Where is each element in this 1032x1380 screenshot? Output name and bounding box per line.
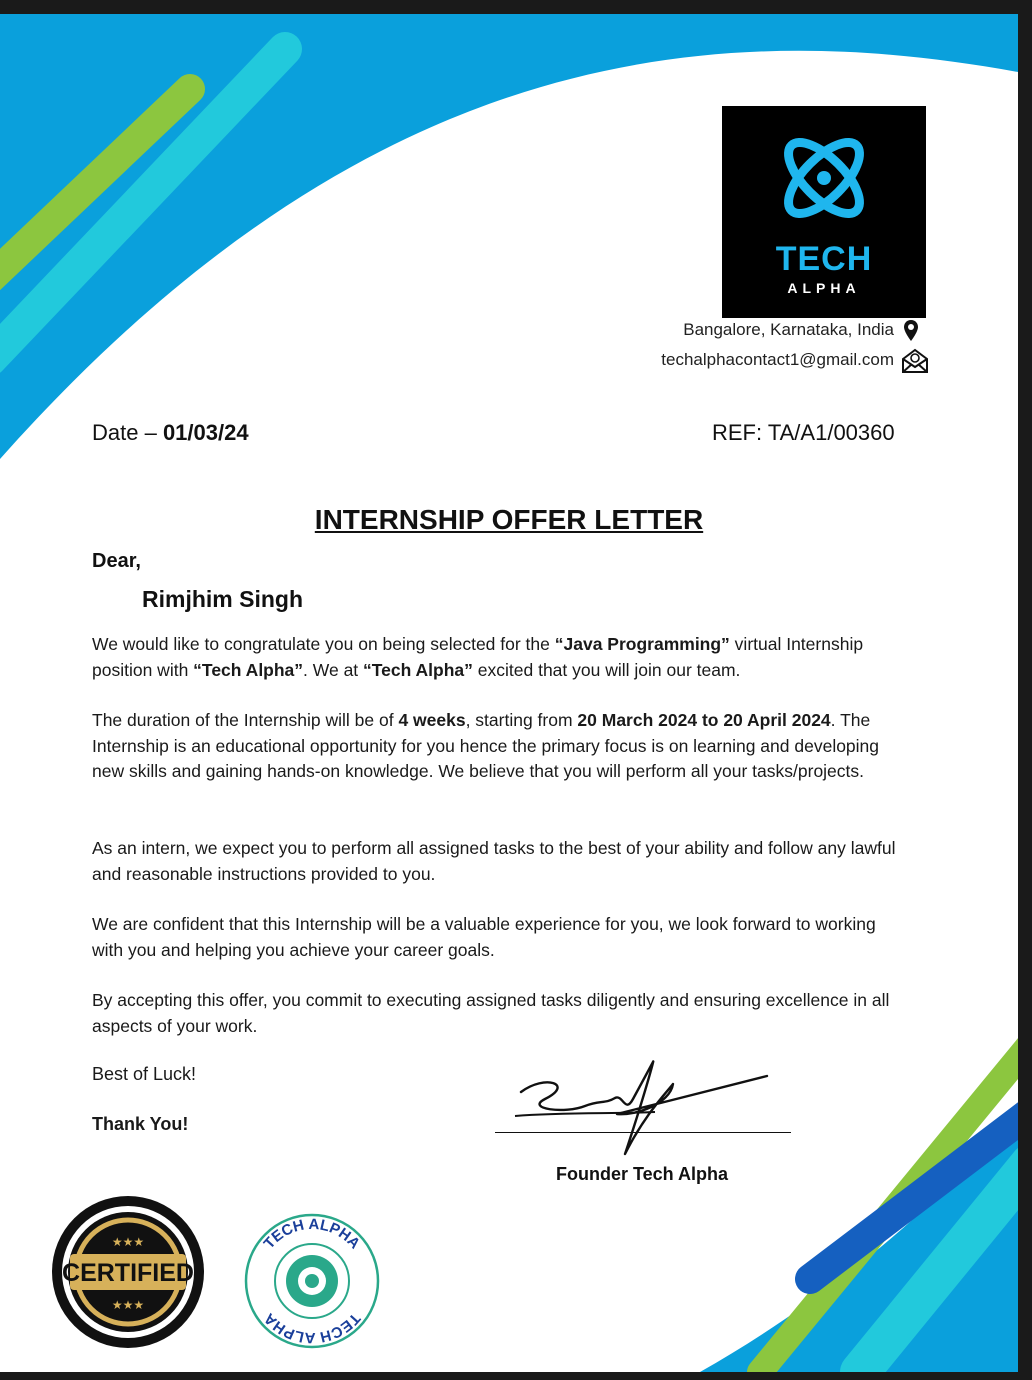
- p1-program: “Java Programming”: [554, 634, 730, 654]
- reference-number: REF: TA/A1/00360: [712, 420, 895, 445]
- salutation: Dear,: [92, 550, 141, 572]
- certified-label: CERTIFIED: [62, 1259, 194, 1287]
- p2-text: The duration of the Internship will be of: [92, 710, 399, 730]
- atom-icon: [722, 106, 926, 236]
- signature-image: [505, 1054, 775, 1164]
- p1-company: “Tech Alpha”: [193, 659, 304, 680]
- paragraph-congratulation: [92, 632, 902, 683]
- date-line: [92, 420, 249, 446]
- signature-line: [495, 1132, 791, 1133]
- p2-duration: 4 weeks: [398, 710, 466, 730]
- mail-icon: [901, 348, 929, 374]
- p2-dates: 20 March 2024 to 20 April 2024: [577, 710, 831, 730]
- p1-text: We would like to congratulate you on being selected for the: [92, 634, 555, 654]
- closing-thank-you: Thank You!: [92, 1114, 189, 1134]
- offer-letter-page: [0, 14, 1018, 1372]
- p1-company: “Tech Alpha”: [363, 659, 473, 680]
- company-address: Bangalore, Karnataka, India: [683, 320, 894, 339]
- paragraph-duration: [92, 708, 902, 785]
- p1-text: virtual Internship position with: [92, 634, 864, 680]
- stamp-top-text: TECH ALPHA: [260, 1215, 364, 1253]
- company-logo: [722, 106, 926, 318]
- date-label: Date –: [92, 420, 163, 445]
- svg-text:★★★: ★★★: [111, 1235, 145, 1249]
- logo-name: TECH: [775, 240, 873, 278]
- svg-text:★★★: ★★★: [111, 1298, 145, 1312]
- location-pin-icon: [903, 319, 919, 343]
- company-stamp: [242, 1211, 382, 1351]
- date-value: 01/03/24: [162, 420, 249, 445]
- signature-title: Founder Tech Alpha: [556, 1164, 729, 1184]
- stamp-bottom-text: TECH ALPHA: [260, 1309, 364, 1347]
- certified-seal: [40, 1194, 216, 1350]
- company-email: techalphacontact1@gmail.com: [661, 350, 894, 369]
- paragraph-commitment: By accepting this offer, you commit to executing assigned tasks diligently and ensuring excellence in all aspects of your work.: [92, 990, 890, 1036]
- closing-best-of-luck: Best of Luck!: [92, 1064, 197, 1084]
- p2-text: . The Internship is an educational opportunity for you hence the primary focus is on learning and developing new skills and gaining hands-on knowledge. We believe that you will perform all your tasks/projects.: [92, 710, 880, 781]
- paragraph-expectations: As an intern, we expect you to perform all assigned tasks to the best of your ability and follow any lawful and reasonable instructions provided to you.: [92, 838, 896, 884]
- recipient-name: Rimjhim Singh: [142, 586, 303, 612]
- letter-title: INTERNSHIP OFFER LETTER: [314, 504, 704, 535]
- logo-subtitle: ALPHA: [787, 280, 861, 296]
- p1-text: . We at: [303, 659, 364, 680]
- p2-text: , starting from: [465, 710, 578, 730]
- p1-text: excited that you will join our team.: [472, 659, 741, 680]
- paragraph-confidence: We are confident that this Internship will be a valuable experience for you, we look forward to working with you and helping you achieve your career goals.: [92, 914, 876, 960]
